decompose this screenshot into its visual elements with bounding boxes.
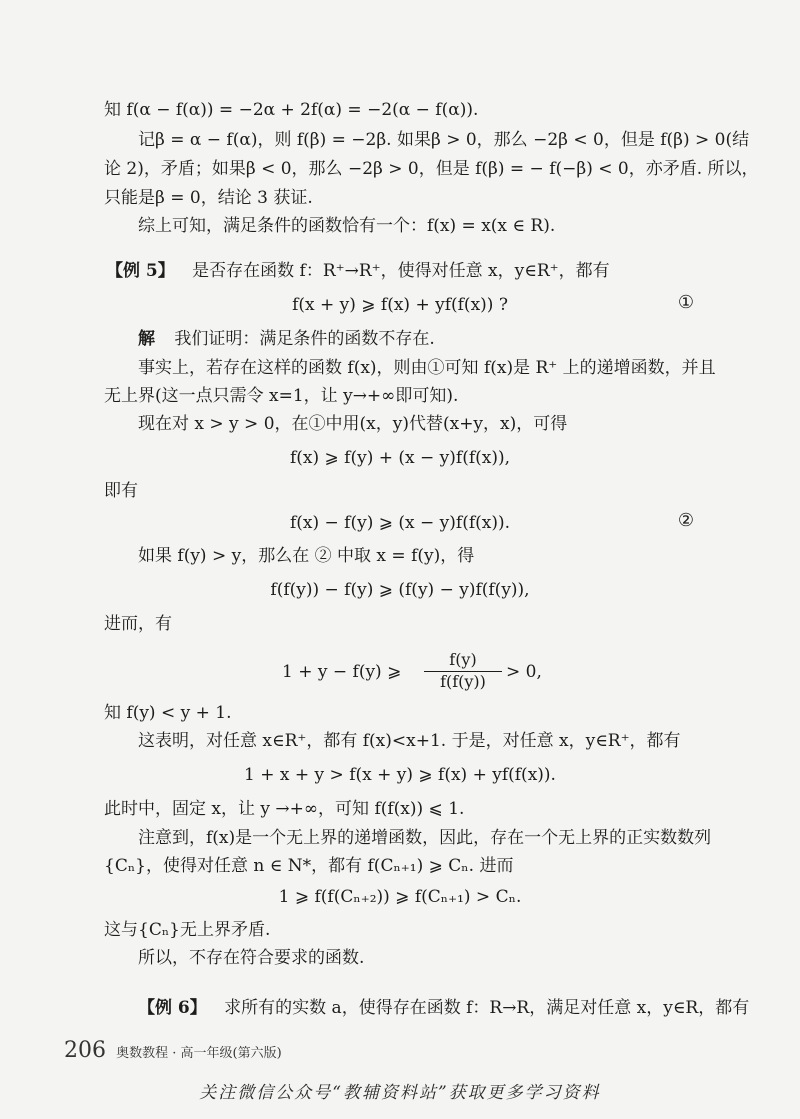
text-line: 这表明，对任意 x∈R⁺，都有 f(x)<x+1. 于是，对任意 x，y∈R⁺，都有	[138, 731, 681, 751]
watermark-text: 关注微信公众号“教辅资料站”获取更多学习资料	[199, 1083, 601, 1103]
fraction-denominator: f(f(y))	[440, 672, 486, 691]
text-line: 注意到，f(x)是一个无上界的递增函数，因此，存在一个无上界的正实数数列	[138, 828, 712, 848]
example-5-heading	[106, 259, 610, 283]
text-line: 此时中，固定 x，让 y →+∞，可知 f(f(x)) ⩽ 1.	[104, 799, 465, 819]
text-line: 事实上，若存在这样的函数 f(x)，则由①可知 f(x)是 R⁺ 上的递增函数，并且	[138, 358, 716, 378]
text-line: {Cₙ}，使得对任意 n ∈ N*，都有 f(Cₙ₊₁) ⩾ Cₙ. 进而	[104, 856, 514, 876]
text-line: 记β = α − f(α)，则 f(β) = −2β. 如果β > 0，那么 −2β < 0，但是 f(β) > 0(结	[138, 130, 750, 150]
text-line: 知 f(y) < y + 1.	[104, 703, 232, 723]
text-line: 只能是β = 0，结论 3 获证.	[104, 188, 313, 208]
fraction-numerator: f(y)	[424, 650, 502, 672]
equation-number: ①	[677, 292, 694, 313]
example-6-heading	[138, 996, 749, 1020]
equation: 1 + x + y > f(x + y) ⩾ f(x) + yf(f(x)).	[244, 765, 556, 785]
example-text: 求所有的实数 a，使得存在函数 f：R→R，满足对任意 x，y∈R，都有	[224, 998, 750, 1018]
equation: f(f(y)) − f(y) ⩾ (f(y) − y)f(f(y)),	[270, 580, 530, 600]
text-line: 无上界(这一点只需令 x=1，让 y→+∞即可知).	[104, 386, 459, 406]
text-line: 现在对 x > y > 0，在①中用(x，y)代替(x+y，x)，可得	[138, 414, 568, 434]
solution-text: 我们证明：满足条件的函数不存在.	[174, 329, 435, 349]
text-line: 综上可知，满足条件的函数恰有一个：f(x) = x(x ∈ R).	[138, 216, 556, 236]
equation: f(x) ⩾ f(y) + (x − y)f(f(x)),	[289, 448, 511, 468]
text-line: 即有	[104, 481, 138, 501]
page-number: 206	[64, 1038, 106, 1063]
fraction	[424, 650, 502, 692]
equation: 1 ⩾ f(f(Cₙ₊₂)) ⩾ f(Cₙ₊₁) > Cₙ.	[278, 887, 522, 907]
text-line: 论 2)，矛盾；如果β < 0，那么 −2β > 0，但是 f(β) = − f(−β) < 0，亦矛盾. 所以，	[104, 159, 759, 179]
equation-1: f(x + y) ⩾ f(x) + yf(f(x)) ?	[292, 295, 508, 315]
example-label: 【例 6】	[138, 998, 207, 1018]
text-line: 这与{Cₙ}无上界矛盾.	[104, 920, 271, 940]
solution-line	[138, 327, 435, 351]
page-footer	[64, 1038, 282, 1063]
text-line: 知 f(α − f(α)) = −2α + 2f(α) = −2(α − f(α)).	[104, 100, 479, 120]
equation-right: > 0,	[506, 662, 542, 682]
text-line: 所以，不存在符合要求的函数.	[138, 948, 365, 968]
equation-left: 1 + y − f(y) ⩾	[282, 662, 402, 682]
example-text: 是否存在函数 f：R⁺→R⁺，使得对任意 x，y∈R⁺，都有	[192, 261, 610, 281]
book-title: 奥数教程 · 高一年级(第六版)	[116, 1046, 282, 1061]
equation-number: ②	[677, 510, 694, 531]
example-label: 【例 5】	[106, 261, 175, 281]
equation-2: f(x) − f(y) ⩾ (x − y)f(f(x)).	[289, 513, 511, 533]
text-line: 进而，有	[104, 614, 172, 634]
solution-label: 解	[138, 329, 155, 349]
text-line: 如果 f(y) > y，那么在 ② 中取 x = f(y)，得	[138, 546, 475, 566]
